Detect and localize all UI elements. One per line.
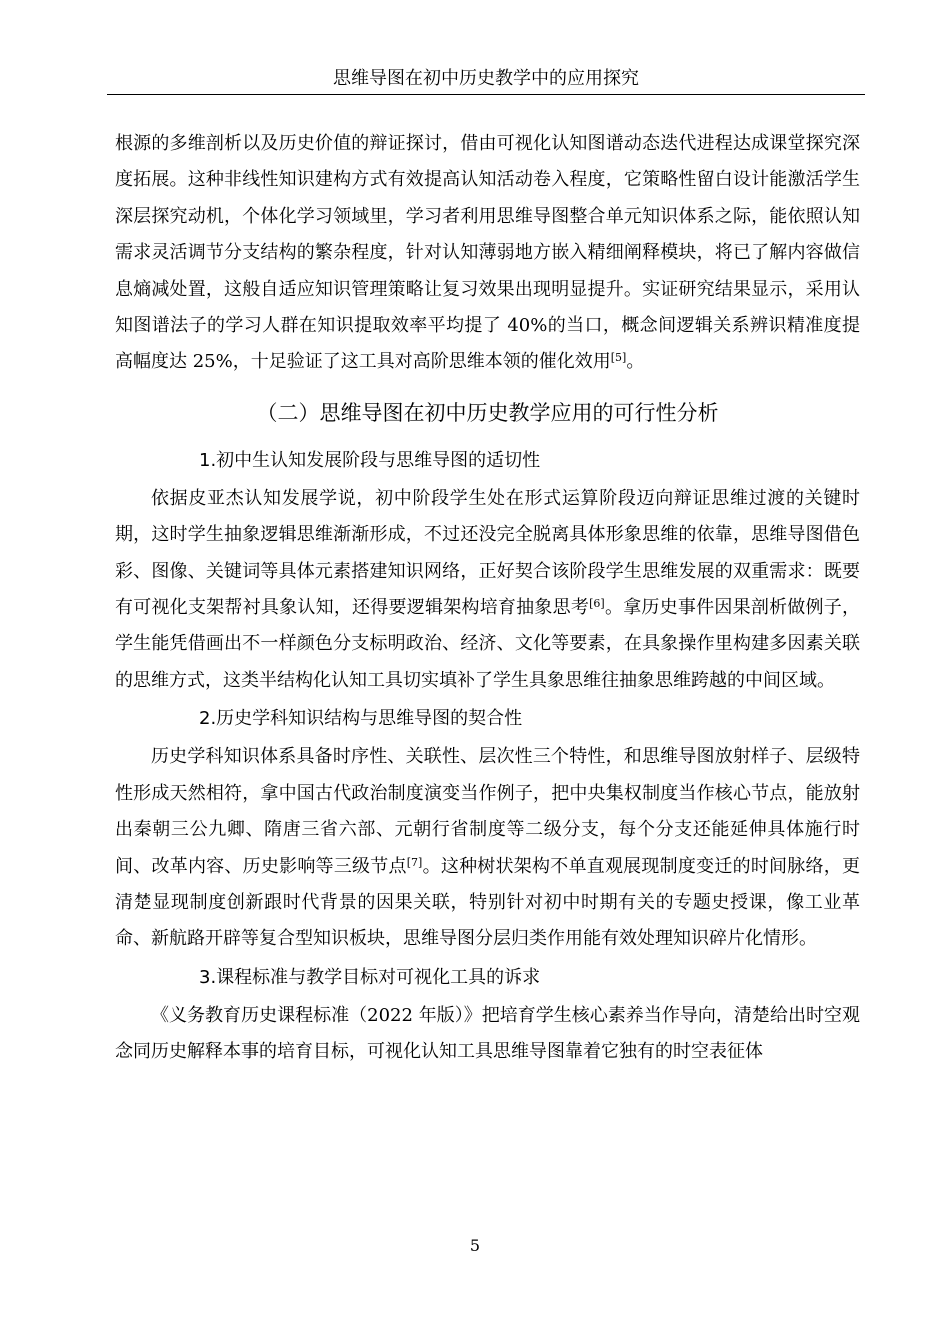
citation-6: [6] [589,597,605,611]
paragraph-3 [115,739,860,957]
paragraph-continued [115,126,860,381]
paragraph-1-tail: 。 [626,351,645,373]
citation-7: [7] [406,855,423,869]
subsection-heading-2: 2.历史学科知识结构与思维导图的契合性 [199,708,523,730]
paragraph-3-text-b: 。这种树状架构不单直观展现制度变迁的时间脉络，更清楚显现制度创新跟时代背景的因果关联，特别针对初中时期有关的专题史授课，像工业革命、新航路开辟等复合型知识板块，思维导图分层归类作用能有效处理知识碎片化情形。 [115,855,861,950]
paragraph-2-text-a: 依据皮亚杰认知发展学说，初中阶段学生处在形式运算阶段迈向辩证思维过渡的关键时期，这时学生抽象逻辑思维渐渐形成，不过还没完全脱离具体形象思维的依靠，思维导图借色彩、图像、关键词等具体元素搭建知识网络，正好契合该阶段学生思维发展的双重需求：既要有可视化支架帮衬具象认知，还得要逻辑架构培育抽象思考 [115,487,860,619]
document-body [115,126,860,1071]
subsection-heading-1: 1.初中生认知发展阶段与思维导图的适切性 [199,449,541,471]
citation-5: [5] [610,351,627,365]
paragraph-3-text-a: 历史学科知识体系具备时序性、关联性、层次性三个特性，和思维导图放射样子、层级特性形成天然相符，拿中国古代政治制度演变当作例子，把中央集权制度当作核心节点，能放射出秦朝三公九卿、隋唐三省六部、元朝行省制度等二级分支，每个分支还能延伸具体施行时间、改革内容、历史影响等三级节点 [115,746,860,877]
paragraph-1-text: 根源的多维剖析以及历史价值的辩证探讨，借由可视化认知图谱动态迭代进程达成课堂探究深度拓展。这种非线性知识建构方式有效提高认知活动卷入程度，它策略性留白设计能激活学生深层探究动机，个体化学习领域里，学习者利用思维导图整合单元知识体系之际，能依照认知需求灵活调节分支结构的繁杂程度，针对认知薄弱地方嵌入精细阐释模块，将已了解内容做信息熵减处置，这般自适应知识管理策略让复习效果出现明显提升。实证研究结果显示，采用认知图谱法子的学习人群在知识提取效率平均提了 40%的当口，概念间逻辑关系辨识精准度提高幅度达 25%，十足验证了这工具对高阶思维本领的催化效用 [115,133,860,373]
section-heading: （二）思维导图在初中历史教学应用的可行性分析 [256,400,719,425]
running-header [107,66,865,95]
paragraph-4 [115,998,860,1071]
paragraph-2 [115,481,860,699]
paragraph-2-text-b: 。拿历史事件因果剖析做例子，学生能凭借画出不一样颜色分支标明政治、经济、文化等要素，在具象操作里构建多因素关联的思维方式，这类半结构化认知工具切实填补了学生具象思维往抽象思维跨越的中间区域。 [115,597,861,691]
subsection-heading-3: 3.课程标准与教学目标对可视化工具的诉求 [199,966,541,988]
paragraph-4-text: 《义务教育历史课程标准（2022 年版）》把培育学生核心素养当作导向，清楚给出时空观念同历史解释本事的培育目标，可视化认知工具思维导图靠着它独有的时空表征体 [115,1004,860,1063]
header-title: 思维导图在初中历史教学中的应用探究 [333,68,639,89]
page-number: 5 [469,1236,481,1255]
